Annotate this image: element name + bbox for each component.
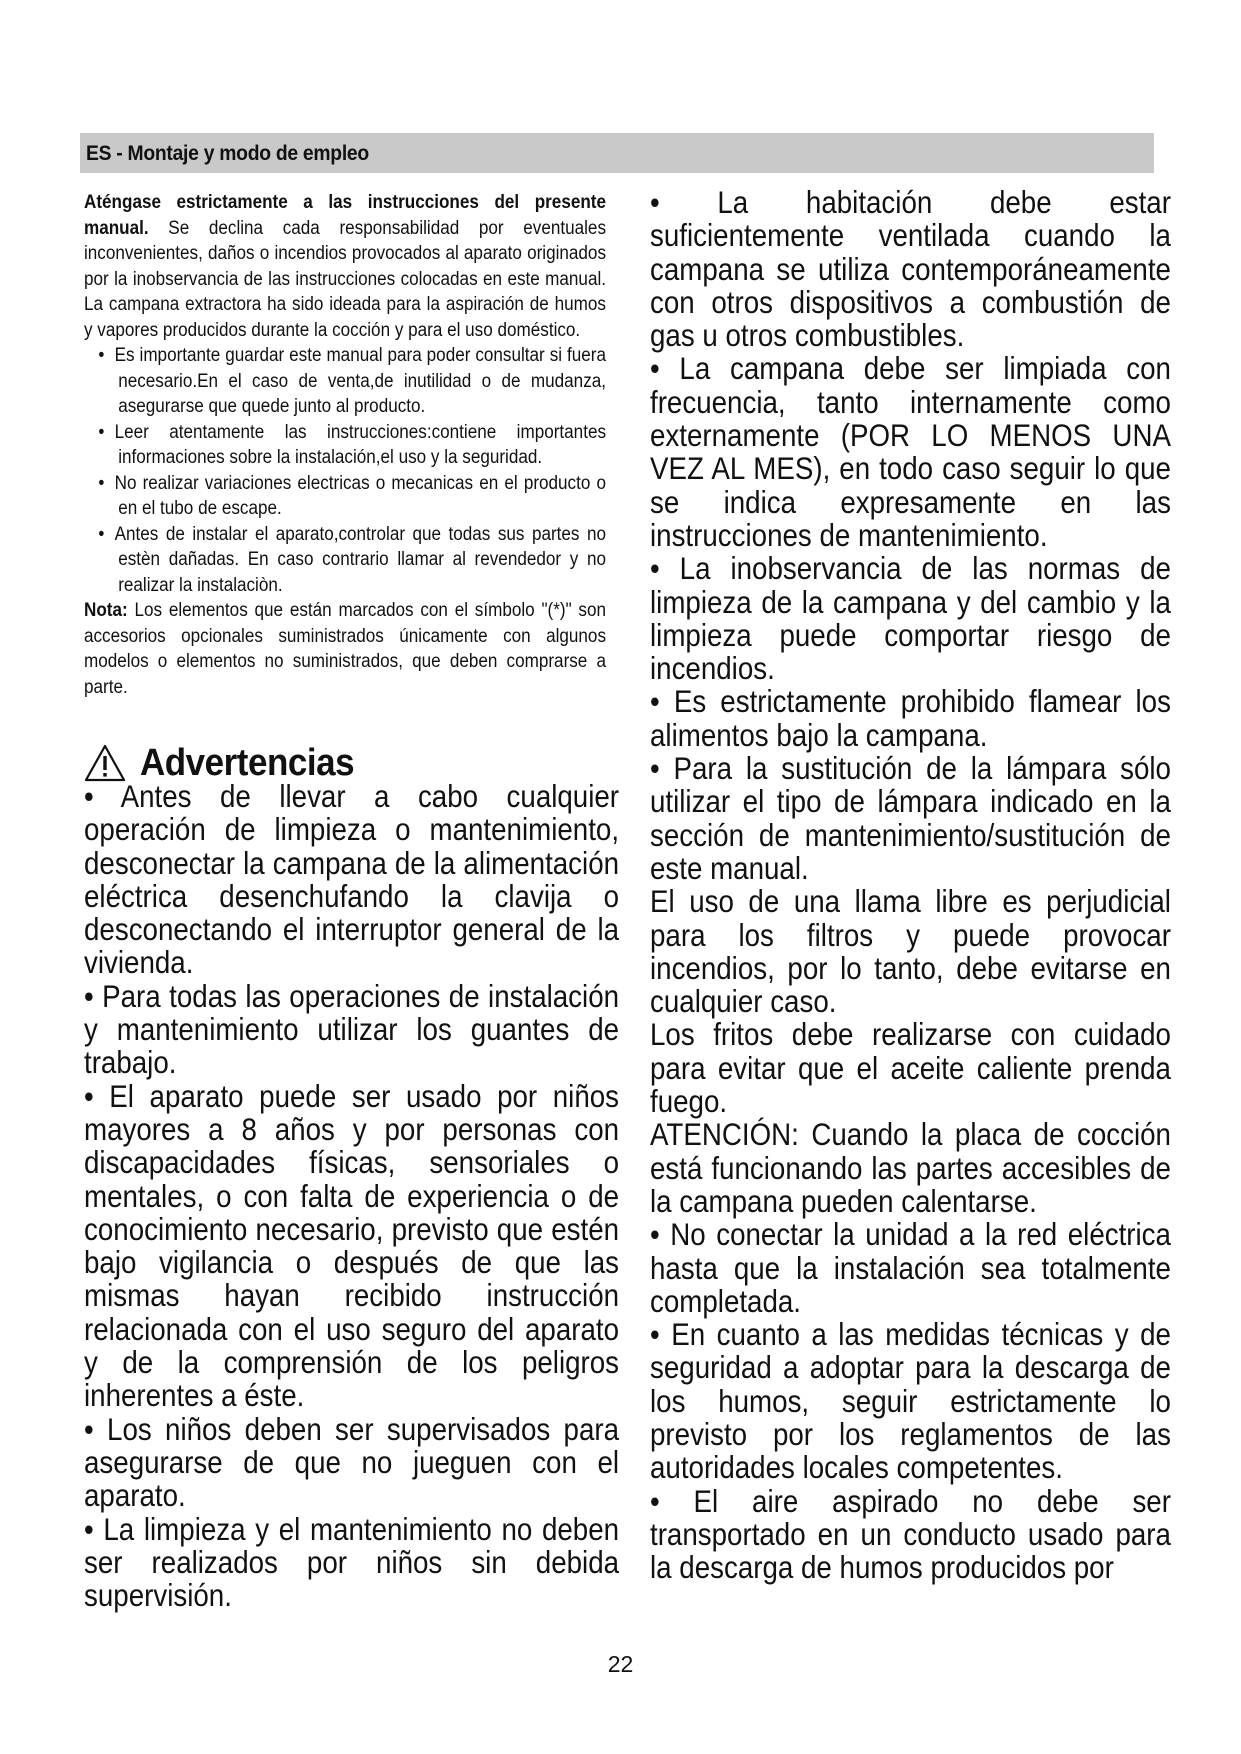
warnings-title: Advertencias [140,741,355,784]
warning-item: • El aparato puede ser usado por niños mayores a 8 años y por personas con discapacidades físicas, sensoriales o mentales, o con falta de experiencia o de conocimiento necesario, previsto que estén bajo vigilancia o después de que las mismas hayan recibido instrucción relacionada con el uso seguro del aparato y de la comprensión de los peligros inherentes a éste. [84,1077,620,1414]
intro-column [84,190,606,700]
intro-text: Se declina cada responsabilidad por eventuales inconvenientes, daños o incendios provocados al aparato originados por la inobservancia de las instrucciones colocadas en este manual. La campana extractora ha sido ideada para la aspiración de humos y vapores producidos durante la cocción y para el uso doméstico. [84,217,606,341]
warning-item: • Para la sustitución de la lámpara sólo utilizar el tipo de lámpara indicado en la sección de mantenimiento/sustitución de este manual. [650,750,1171,886]
warning-item: • Los niños deben ser supervisados para asegurarse de que no jueguen con el aparato. [84,1410,620,1514]
intro-list [84,343,606,598]
warning-item: • La campana debe ser limpiada con frecuencia, tanto internamente como externamente (POR LO MENOS UNA VEZ AL MES), en todo caso seguir lo que se indica expresamente en las instrucciones de mantenimiento. [650,350,1171,553]
intro-paragraph [84,190,606,343]
warning-item: El uso de una llama libre es perjudicial para los filtros y puede provocar incendios, por lo tanto, debe evitarse en cualquier caso. [650,883,1171,1020]
section-header-bar [80,133,1154,173]
section-title: ES - Montaje y modo de empleo [86,142,369,165]
warning-item: • La habitación debe estar suficientemente ventilada cuando la campana se utiliza contemporáneamente con otros dispositivos a combustión de gas u otros combustibles. [650,184,1171,354]
warning-item: • Es estrictamente prohibido flamear los alimentos bajo la campana. [650,683,1171,753]
warning-item: • No conectar la unidad a la red eléctrica hasta que la instalación sea totalmente completada. [650,1216,1171,1319]
warning-item: • La inobservancia de las normas de limpieza de la campana y del cambio y la limpieza puede comportar riesgo de incendios. [650,550,1171,687]
warnings-left-column [84,780,619,1612]
warning-item: • En cuanto a las medidas técnicas y de seguridad a adoptar para la descarga de los humos, seguir estrictamente lo previsto por los reglamentos de las autoridades locales competentes. [650,1316,1171,1486]
warning-item: • Antes de llevar a cabo cualquier operación de limpieza o mantenimiento, desconectar la campana de la alimentación eléctrica desenchufando la clavija o desconectando el interruptor general de la vivienda. [84,778,620,981]
list-item: • Leer atentamente las instrucciones:contiene importantes informaciones sobre la instalación,el uso y la seguridad. [98,421,606,468]
list-item: • Es importante guardar este manual para poder consultar si fuera necesario.En el caso de venta,de inutilidad o de mudanza, asegurarse que quede junto al producto. [98,345,606,417]
intro-lead: Aténgase estrictamente a las instrucciones del presente manual. [84,192,606,239]
warning-item: ATENCIÓN: Cuando la placa de cocción está funcionando las partes accesibles de la campana pueden calentarse. [650,1116,1171,1219]
warning-item: Los fritos debe realizarse con cuidado para evitar que el aceite caliente prenda fuego. [650,1016,1171,1120]
list-item: • Antes de instalar el aparato,controlar que todas sus partes no estèn dañadas. En caso contrario llamar al revendedor y no realizar la instalaciòn. [98,523,606,596]
warning-triangle-icon [84,744,126,782]
note-paragraph [84,598,606,700]
warning-item: • El aire aspirado no debe ser transportado en un conducto usado para la descarga de humos producidos por [650,1482,1171,1586]
warning-item: • Para todas las operaciones de instalación y mantenimiento utilizar los guantes de trabajo. [84,977,620,1081]
list-item: • No realizar variaciones electricas o mecanicas en el producto o en el tubo de escape. [98,472,606,519]
warnings-right-column [650,186,1171,1584]
note-label: Nota: [84,600,128,621]
page-number: 22 [607,1651,634,1677]
note-text: Los elementos que están marcados con el símbolo "(*)" son accesorios opcionales suministrados únicamente con algunos modelos o elementos no suministrados, que deben comprarse a parte. [84,600,607,698]
warning-item: • La limpieza y el mantenimiento no deben ser realizados por niños sin debida supervisión. [84,1510,620,1614]
